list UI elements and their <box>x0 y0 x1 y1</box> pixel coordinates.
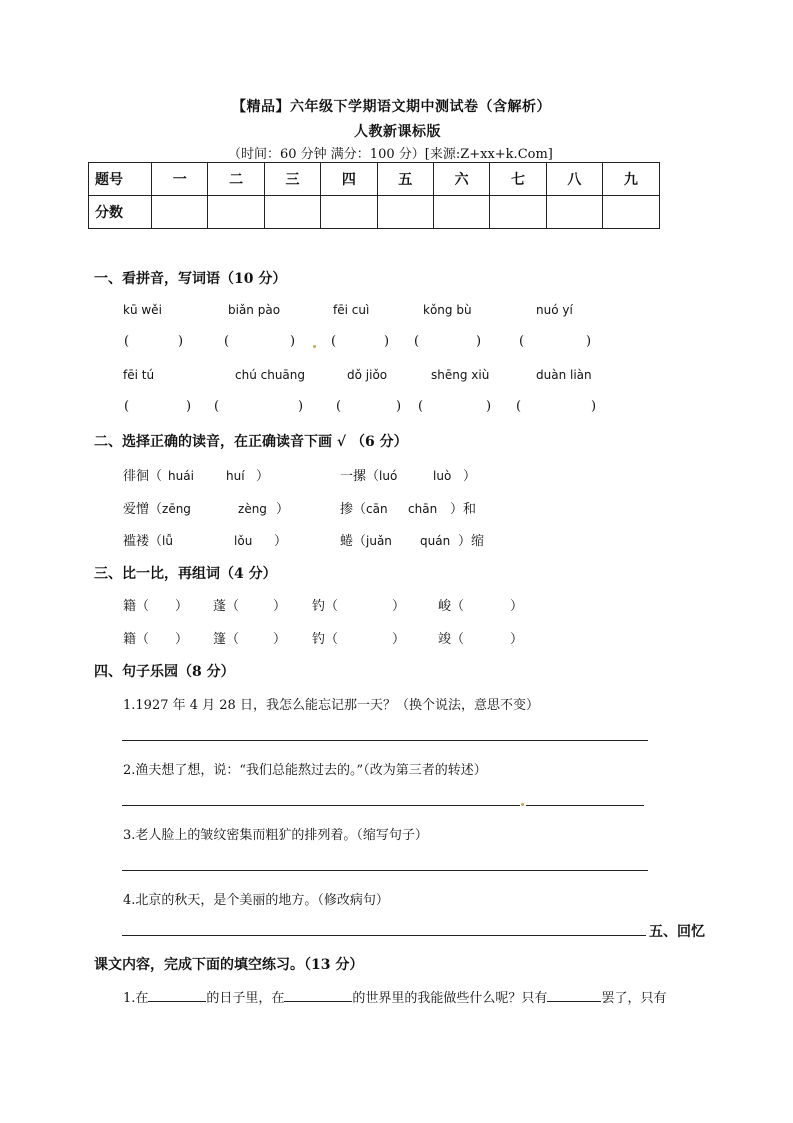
answer-paren-open: ( <box>516 399 522 414</box>
compare-close: ） <box>510 632 524 647</box>
choice-end: ） <box>274 534 288 549</box>
exam-info-text: （时间：60 分钟 满分：100 分）[来源:Z+xx+k.Com] <box>228 147 553 162</box>
compare-char: 篷（ <box>213 632 240 647</box>
column-header: 三 <box>264 163 320 196</box>
score-cell[interactable] <box>321 196 377 229</box>
score-label: 分数 <box>89 196 152 229</box>
choice-end: ） <box>256 469 270 484</box>
score-cell[interactable] <box>490 196 546 229</box>
fill-text: 的日子里，在 <box>206 991 285 1006</box>
pinyin-item: shēng xiù <box>431 368 490 382</box>
reading-option[interactable]: lǒu <box>234 534 253 548</box>
reading-option[interactable]: lǚ <box>162 534 173 548</box>
answer-paren-open: ( <box>214 399 220 414</box>
column-header: 二 <box>208 163 264 196</box>
pinyin-item: kū wěi <box>123 303 162 317</box>
reading-option[interactable]: luó <box>379 469 398 483</box>
column-header: 五 <box>377 163 433 196</box>
fill-text: 的世界里的我能做些什么呢？只有 <box>352 991 548 1006</box>
compare-close: ） <box>392 599 406 614</box>
compare-close: ） <box>273 632 287 647</box>
answer-paren-open: ( <box>331 334 337 349</box>
answer-paren-open: ( <box>418 399 424 414</box>
compare-close: ） <box>175 599 189 614</box>
section-2-heading: 二、选择正确的读音，在正确读音下画 √ （6 分） <box>94 434 408 450</box>
score-cell[interactable] <box>546 196 602 229</box>
answer-paren-open: ( <box>519 334 525 349</box>
compare-close: ） <box>175 632 189 647</box>
answer-paren-close: ) <box>486 399 492 414</box>
score-table <box>88 162 660 229</box>
sentence-question: 4.北京的秋天，是个美丽的地方。（修改病句） <box>123 893 389 908</box>
column-header: 九 <box>603 163 659 196</box>
pinyin-item: biǎn pào <box>228 303 281 317</box>
reading-option[interactable]: cān <box>366 502 388 516</box>
section-1-heading: 一、看拼音，写词语（10 分） <box>94 271 287 287</box>
answer-line[interactable] <box>526 805 644 806</box>
answer-line[interactable] <box>122 740 648 741</box>
reading-option[interactable]: luò <box>433 469 452 483</box>
answer-paren-open: ( <box>124 399 130 414</box>
score-cell[interactable] <box>603 196 659 229</box>
answer-line[interactable] <box>122 805 520 806</box>
compare-item <box>213 595 286 614</box>
answer-paren-open: ( <box>336 399 342 414</box>
answer-line[interactable] <box>122 870 648 871</box>
stray-dot <box>313 345 316 348</box>
compare-close: ） <box>510 599 524 614</box>
answer-paren-close: ) <box>476 334 482 349</box>
reading-option[interactable]: zēng <box>162 502 191 516</box>
column-header: 四 <box>321 163 377 196</box>
section-5-heading: 课文内容，完成下面的填空练习。（13 分） <box>94 957 364 973</box>
compare-item <box>213 628 286 647</box>
reading-choice-item <box>340 530 484 549</box>
table-row <box>89 163 660 196</box>
choice-end: ）和 <box>450 502 477 517</box>
reading-option[interactable]: huí <box>226 469 245 483</box>
compare-close: ） <box>273 599 287 614</box>
answer-paren-close: ) <box>186 399 192 414</box>
sentence-question: 1.1927 年 4 月 28 日，我怎么能忘记那一天？（换个说法，意思不变） <box>123 698 539 713</box>
fill-blank[interactable] <box>284 1001 352 1002</box>
answer-paren-close: ) <box>178 334 184 349</box>
question-number-label: 题号 <box>89 163 152 196</box>
reading-choice-item <box>123 465 269 484</box>
reading-option[interactable]: zèng <box>238 502 267 516</box>
pinyin-item: nuó yí <box>536 303 573 317</box>
answer-paren-close: ) <box>396 399 402 414</box>
compare-char: 钓（ <box>312 632 339 647</box>
column-header: 一 <box>152 163 208 196</box>
choice-word: 褴褛（ <box>123 534 163 549</box>
compare-item <box>438 595 523 614</box>
compare-char: 竣（ <box>438 632 465 647</box>
answer-paren-open: ( <box>224 334 230 349</box>
compare-close: ） <box>392 632 406 647</box>
score-cell[interactable] <box>377 196 433 229</box>
table-row <box>89 196 660 229</box>
fill-blank-question <box>123 987 666 1006</box>
column-header: 六 <box>433 163 489 196</box>
choice-word: 爱憎（ <box>123 502 163 517</box>
score-cell[interactable] <box>208 196 264 229</box>
column-header: 七 <box>490 163 546 196</box>
choice-word: 一摞（ <box>340 469 380 484</box>
sentence-question: 2.渔夫想了想，说：“我们总能熬过去的。”（改为第三者的转述） <box>123 763 487 778</box>
compare-char: 钓（ <box>312 599 339 614</box>
choice-word: 掺（ <box>340 502 367 517</box>
compare-item <box>438 628 523 647</box>
choice-word: 蜷（ <box>340 534 367 549</box>
pinyin-item: dǒ jiǒo <box>347 368 388 382</box>
answer-paren-close: ) <box>586 334 592 349</box>
reading-option[interactable]: chān <box>408 502 438 516</box>
pinyin-item: duàn liàn <box>536 368 592 382</box>
reading-option[interactable]: huái <box>168 469 194 483</box>
section-3-heading: 三、比一比，再组词（4 分） <box>94 566 277 582</box>
compare-item <box>312 628 405 647</box>
choice-word: 徘徊（ <box>123 469 163 484</box>
edition-label: 人教新课标版 <box>354 124 441 140</box>
column-header: 八 <box>546 163 602 196</box>
compare-item <box>312 595 405 614</box>
score-cell[interactable] <box>152 196 208 229</box>
compare-char: 峻（ <box>438 599 465 614</box>
section-5-heading-start: 五、回忆 <box>649 924 705 940</box>
choice-end: ） <box>276 502 290 517</box>
compare-char: 蓬（ <box>213 599 240 614</box>
fill-text: 罢了，只有 <box>601 991 667 1006</box>
pinyin-item: chú chuāng <box>235 368 306 382</box>
compare-item <box>123 595 188 614</box>
reading-option[interactable]: juǎn <box>366 534 392 548</box>
reading-option[interactable]: quán <box>420 534 451 548</box>
answer-paren-open: ( <box>124 334 130 349</box>
sentence-question: 3.老人脸上的皱纹密集而粗犷的排列着。（缩写句子） <box>123 828 428 843</box>
compare-char: 籍（ <box>123 632 150 647</box>
reading-choice-item <box>123 530 287 549</box>
answer-paren-close: ) <box>290 334 296 349</box>
answer-paren-close: ) <box>384 334 390 349</box>
score-cell[interactable] <box>433 196 489 229</box>
pinyin-item: kǒng bù <box>423 303 472 317</box>
reading-choice-item <box>340 498 476 517</box>
compare-item <box>123 628 188 647</box>
pinyin-item: fēi tú <box>123 368 155 382</box>
compare-char: 籍（ <box>123 599 150 614</box>
answer-paren-close: ) <box>591 399 597 414</box>
doc-title: 【精品】六年级下学期语文期中测试卷（含解析） <box>232 99 551 115</box>
reading-choice-item <box>340 465 476 484</box>
choice-end: ） <box>463 469 477 484</box>
fill-blank[interactable] <box>547 1001 601 1002</box>
score-cell[interactable] <box>264 196 320 229</box>
fill-text: 1.在 <box>123 991 149 1006</box>
pinyin-item: fēi cuì <box>333 303 370 317</box>
answer-line[interactable] <box>122 935 646 936</box>
answer-paren-close: ) <box>298 399 304 414</box>
reading-choice-item <box>123 498 289 517</box>
section-4-heading: 四、句子乐园（8 分） <box>94 664 235 680</box>
stray-dot <box>521 803 524 806</box>
exam-info <box>228 143 553 162</box>
answer-paren-open: ( <box>414 334 420 349</box>
fill-blank[interactable] <box>148 1001 206 1002</box>
choice-end: ）缩 <box>458 534 485 549</box>
